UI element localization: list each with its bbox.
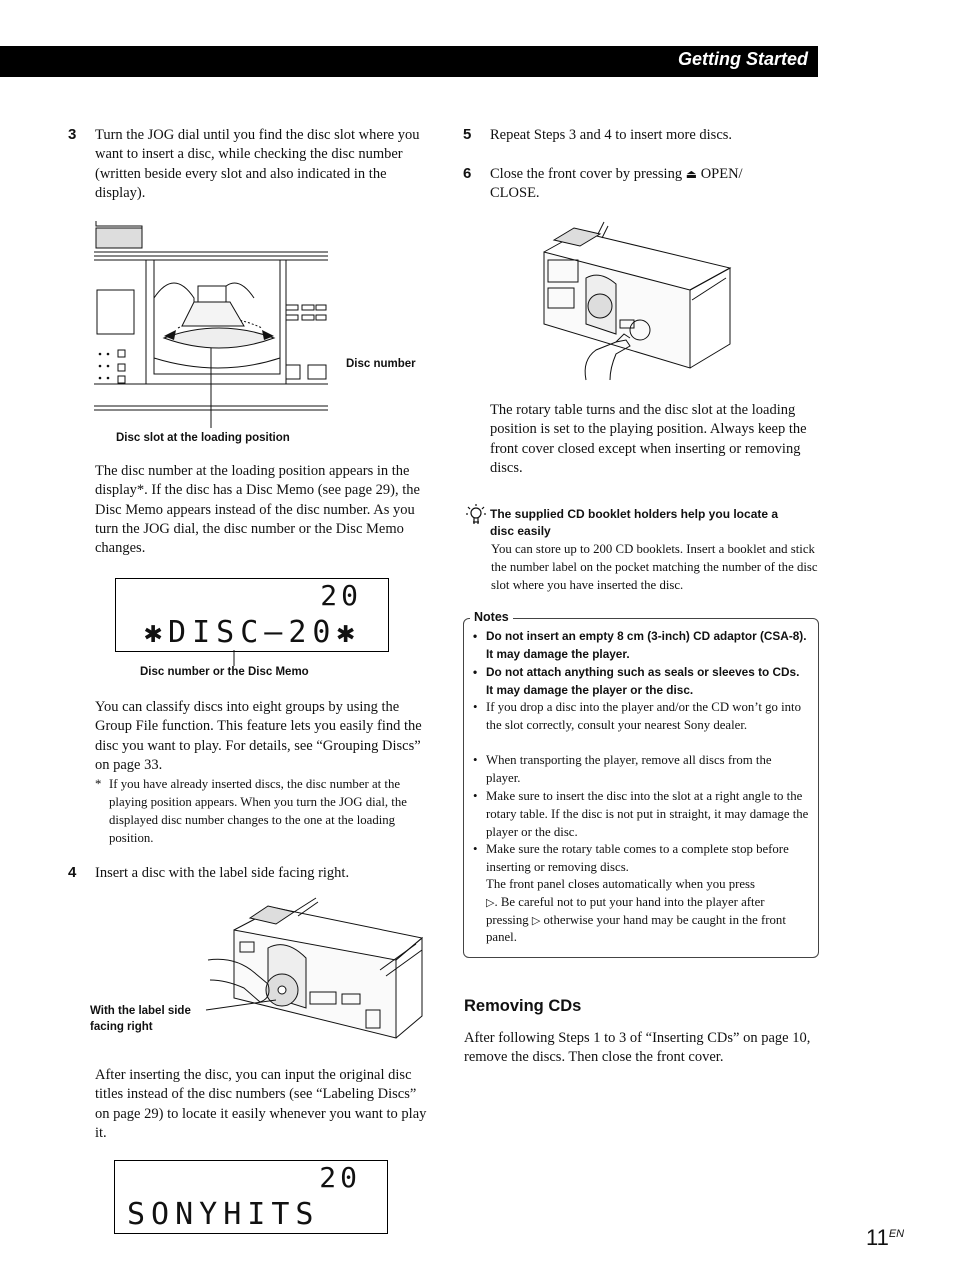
play-icon: ▷ [531, 913, 541, 927]
paragraph-rotary-table: The rotary table turns and the disc slot at the loading position is set to the playing position. Always keep the front cover closed except when inserting or removing discs. [490, 402, 807, 476]
paragraph-disc-number: The disc number at the loading position appears in the display*. If the disc has a Disc Memo (see page 29), the Disc Memo appears instead of the disc number. As you turn the JOG dial, the disc number or the Disc Memo changes. [95, 463, 420, 557]
note-item: • When transporting the player, remove all discs from the player. [473, 753, 772, 785]
display-disc-title [114, 1160, 388, 1234]
removing-cds-text: After following Steps 1 to 3 of “Inserting CDs” on page 10, remove the discs. Then close the front cover. [464, 1030, 811, 1066]
display-number: 20 [320, 579, 362, 612]
tip-title-2: disc easily [490, 524, 551, 538]
removing-cds-heading: Removing CDs [464, 997, 582, 1015]
tip-text: You can store up to 200 CD booklets. Insert a booklet and stick the number label on the pocket matching the number of the disc slot where you have inserted the disc. [491, 542, 818, 592]
close-cover-illustration [540, 220, 740, 382]
display-number: 20 [319, 1161, 361, 1194]
display-caption: Disc number or the Disc Memo [140, 666, 309, 678]
page-number: $11^{EN}$ [866, 1225, 905, 1250]
note-item: • If you drop a disc into the player and/or the CD won’t go into the slot correctly, consult your nearest Sony dealer. [473, 700, 802, 732]
insert-disc-illustration [206, 898, 426, 1048]
note-item: • Do not insert an empty 8 cm (3-inch) CD adaptor (CSA-8). It may damage the player. [473, 629, 807, 661]
footnote-text: If you have already inserted discs, the disc number at the playing position appears. When you turn the JOG dial, the displayed disc number changes to the one at the loading position. [109, 777, 407, 845]
paragraph-disc-titles: After inserting the disc, you can input the original disc titles instead of the disc numbers (see “Labeling Discs” on page 29) to locate it easily whenever you want to play it. [95, 1067, 427, 1141]
jog-dial-illustration [94, 218, 334, 418]
tip-title-1: The supplied CD booklet holders help you locate a [490, 507, 779, 521]
step-3-text: Turn the JOG dial until you find the disc slot where you want to insert a disc, while checking the disc number (written beside every slot and also indicated in the display). [95, 127, 420, 201]
disc-number-label: Disc number [346, 358, 416, 370]
notes-title: Notes [470, 610, 513, 624]
label-side-caption-1: With the label side [90, 1005, 191, 1017]
step-4-text: Insert a disc with the label side facing right. [95, 865, 350, 881]
step-3-number: 3 [68, 126, 77, 143]
play-icon: ▷ [486, 895, 495, 909]
disc-slot-label: Disc slot at the loading position [116, 432, 290, 444]
section-title: Getting Started [677, 49, 808, 69]
note-item-continued: The front panel closes automatically when you press ▷. Be careful not to put your hand into the player after pressing ▷ otherwise your hand may be caught in the front panel. [486, 877, 786, 945]
eject-icon: ⏏ [685, 167, 698, 181]
step-5-text: Repeat Steps 3 and 4 to insert more discs. [490, 127, 733, 143]
footnote-mark: * [95, 777, 102, 791]
header-bar [0, 46, 818, 77]
step-5-number: 5 [463, 126, 472, 143]
display-text: SONYHITS [127, 1197, 320, 1232]
display-disc-memo [115, 578, 389, 652]
lightbulb-icon [465, 503, 487, 527]
step-4-number: 4 [68, 864, 77, 881]
step-6-text: Close the front cover by pressing ⏏ OPEN/ CLOSE. [490, 166, 743, 202]
display-text: ✱DISC–20✱ [144, 615, 361, 650]
note-item: • Make sure the rotary table comes to a complete stop before inserting or removing discs. [473, 842, 789, 874]
paragraph-group-file: You can classify discs into eight groups by using the Group File function. This feature lets you easily find the disc you want to play. For details, see “Grouping Discs” on page 33. [95, 699, 422, 773]
label-side-caption-2: facing right [90, 1021, 153, 1033]
note-item: • Do not attach anything such as seals or sleeves to CDs. It may damage the player or the disc. [473, 665, 800, 697]
step-6-number: 6 [463, 165, 472, 182]
note-item: • Make sure to insert the disc into the slot at a right angle to the rotary table. If the disc is not put in straight, it may damage the player or the disc. [473, 789, 809, 839]
